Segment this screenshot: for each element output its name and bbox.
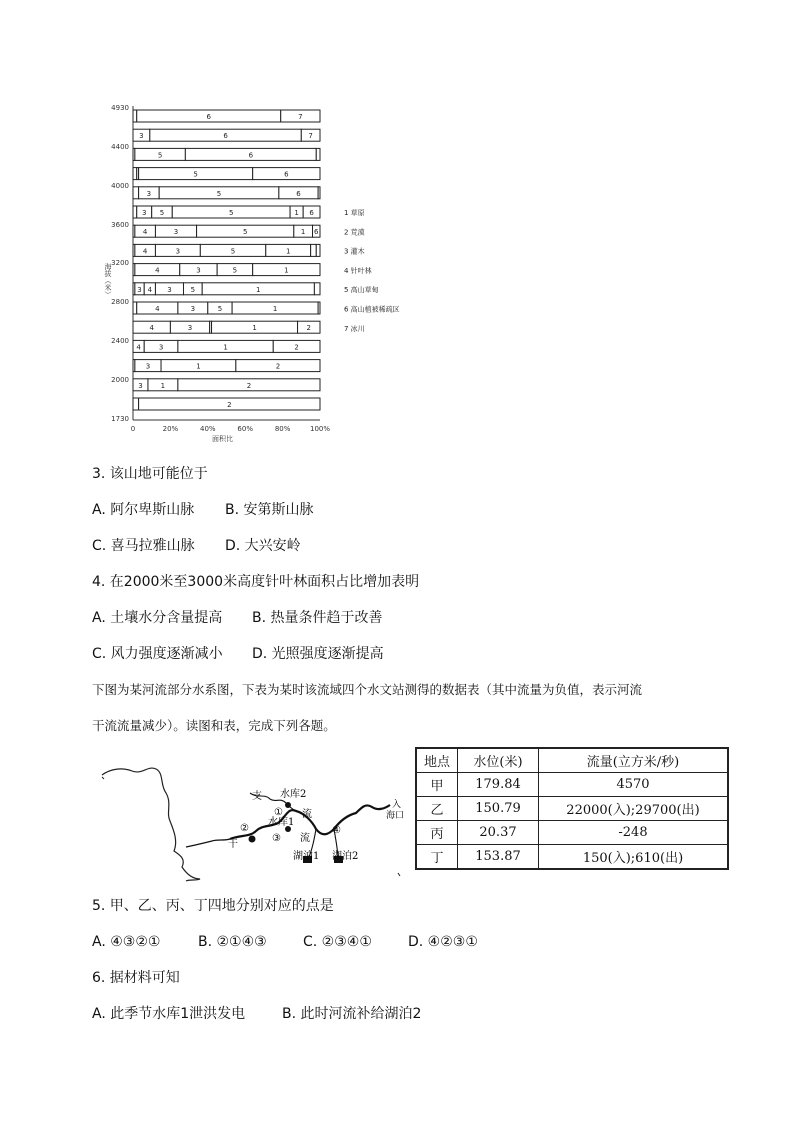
question-3-stem: 3. 该山地可能位于	[92, 466, 208, 482]
x-tick-label: 80%	[274, 425, 291, 433]
label-main: 干	[228, 839, 238, 850]
bar-segment-label: 2	[294, 343, 299, 352]
bar-segment-label: 5	[190, 285, 196, 294]
bar-segment-label: 1	[294, 209, 299, 217]
label-circle-4: ④	[332, 825, 341, 836]
th-flow: 流量(立方米/秒)	[539, 748, 729, 773]
bar-segment-label: 2	[275, 362, 281, 371]
bar-segment-label: 4	[142, 228, 148, 237]
bar-segment-label: 3	[175, 247, 181, 256]
q3-option-a[interactable]: A. 阿尔卑斯山脉	[92, 502, 195, 518]
intro-line-1: 下图为某河流部分水系图，下表为某时该流域四个水文站测得的数据表（其中流量为负值，表示河流	[92, 682, 643, 697]
legend-item: 5 高山草甸	[344, 286, 379, 295]
q5-option-b[interactable]: B. ②①④③	[198, 934, 267, 950]
reservoir-2-dot	[285, 802, 291, 808]
bar-segment-label: 4	[149, 324, 154, 333]
cell: 4570	[539, 773, 729, 797]
bar-segment-label: 4	[147, 285, 153, 294]
bar-segment-label: 6	[284, 170, 289, 179]
label-reservoir-2: 水库2	[280, 789, 307, 800]
bar-segment-label: 3	[167, 285, 172, 294]
th-level: 水位(米)	[458, 748, 539, 773]
legend-item: 2 荒漠	[344, 228, 365, 237]
bar-segment-label: 6	[314, 228, 319, 237]
cell: 甲	[416, 773, 458, 797]
q5-option-a[interactable]: A. ④③②①	[92, 934, 161, 950]
bar-segment-label: 3	[141, 209, 147, 217]
bar-segment-label: 3	[138, 381, 143, 390]
bar-segment-label: 1	[252, 324, 257, 333]
legend-item: 3 灌木	[344, 247, 365, 256]
main-river-upper	[186, 839, 230, 847]
label-stream: 流	[302, 809, 312, 820]
bar-segment-label: 3	[196, 266, 201, 275]
label-sea-mouth: 海口	[386, 811, 405, 821]
q4-option-c[interactable]: C. 风力强度逐渐减小	[92, 646, 223, 662]
q3-option-d[interactable]: D. 大兴安岭	[225, 538, 301, 554]
cell: 153.87	[458, 845, 539, 870]
bar-segment	[318, 187, 320, 199]
cell: 150(入);610(出)	[539, 845, 729, 870]
cell: 179.84	[458, 773, 539, 797]
bar-segment	[311, 244, 317, 256]
bar-segment-label: 5	[216, 189, 222, 198]
bar-segment	[133, 302, 137, 314]
bar-segment-label: 1	[284, 266, 289, 275]
bar-segment-label: 3	[137, 285, 142, 294]
x-tick-label: 20%	[162, 425, 179, 433]
bar-segment	[133, 206, 137, 218]
bar-segment-label: 3	[190, 305, 196, 313]
y-tick-label: 3600	[111, 221, 129, 229]
y-tick-label: 1730	[111, 415, 129, 423]
y-tick-label: 2000	[111, 376, 129, 384]
q3-option-b[interactable]: B. 安第斯山脉	[225, 502, 314, 518]
bar-segment-label: 6	[248, 151, 254, 160]
bar-segment-label: 7	[308, 132, 313, 141]
bar-segment	[133, 110, 137, 122]
cell: 20.37	[458, 821, 539, 845]
cell: -248	[539, 821, 729, 845]
bar-segment-label: 6	[309, 209, 314, 217]
bar-segment-label: 1	[285, 247, 291, 256]
table-row	[416, 797, 728, 821]
bar-segment-label: 5	[157, 151, 163, 160]
table-row	[416, 773, 728, 797]
question-4-stem: 4. 在2000米至3000米高度针叶林面积占比增加表明	[92, 574, 420, 590]
table-row	[416, 821, 728, 845]
x-tick-label: 40%	[200, 425, 216, 433]
bar-segment-label: 5	[228, 209, 234, 217]
x-axis-label: 面积比	[212, 435, 233, 443]
bar-segment	[316, 244, 320, 256]
river-map-svg	[100, 755, 410, 885]
bar-segment-label: 1	[300, 228, 306, 237]
bar-segment-label: 5	[242, 228, 248, 237]
y-axis-label: 海拔（米）	[104, 263, 112, 298]
vegetation-chart	[100, 98, 430, 448]
bar-segment-label: 6	[296, 189, 301, 198]
legend-item: 6 高山植被稀疏区	[344, 305, 400, 314]
q6-option-a[interactable]: A. 此季节水库1泄洪发电	[92, 1006, 246, 1022]
label-reservoir-1: 水库1	[268, 817, 295, 828]
x-tick-label: 0	[130, 425, 136, 433]
bar-segment-label: 3	[139, 132, 144, 141]
cell: 22000(入);29700(出)	[539, 797, 729, 821]
material-intro	[92, 680, 702, 736]
bar-segment	[314, 283, 320, 295]
bar-segment-label: 7	[298, 113, 303, 121]
label-circle-3: ③	[272, 833, 281, 844]
bar-segment	[133, 398, 139, 410]
bar-segment-label: 3	[173, 228, 179, 237]
y-tick-label: 2400	[111, 337, 129, 345]
question-6-stem: 6. 据材料可知	[92, 970, 180, 986]
bar-segment-label: 5	[232, 266, 238, 275]
q4-option-d[interactable]: D. 光照强度逐渐提高	[252, 646, 384, 662]
th-site: 地点	[416, 748, 458, 773]
bar-segment-label: 2	[246, 381, 252, 390]
label-lake-2: 湖泊2	[332, 851, 359, 862]
chart-svg	[100, 98, 430, 448]
bar-segment-label: 5	[193, 170, 198, 179]
hydrology-table	[415, 747, 729, 870]
y-tick-label: 2800	[111, 298, 129, 306]
bar-segment	[133, 187, 139, 199]
bar-segment-label: 6	[223, 132, 228, 141]
bar-segment-label: 1	[160, 381, 166, 390]
q4-option-b[interactable]: B. 热量条件趋于改善	[252, 610, 383, 626]
cell: 丁	[416, 845, 458, 870]
y-tick-label: 4000	[111, 182, 129, 190]
coastline	[102, 768, 200, 881]
y-tick-label: 4930	[111, 104, 129, 112]
intro-line-2: 干流流量减少）。读图和表，完成下列各题。	[92, 718, 336, 733]
y-tick-label: 4400	[111, 143, 129, 151]
bar-segment	[318, 302, 320, 314]
bar-segment-label: 3	[145, 362, 151, 371]
q3-option-c[interactable]: C. 喜马拉雅山脉	[92, 538, 195, 554]
label-sea-in: 入	[392, 800, 402, 810]
legend-item: 1 草原	[344, 209, 365, 217]
bar-segment-label: 3	[146, 189, 152, 198]
bar-segment-label: 1	[256, 285, 261, 294]
river-system-map	[100, 755, 410, 885]
question-5-stem: 5. 甲、乙、丙、丁四地分别对应的点是	[92, 898, 334, 914]
cell: 丙	[416, 821, 458, 845]
bar-segment-label: 4	[136, 343, 141, 352]
q5-option-c[interactable]: C. ②③④①	[303, 934, 372, 950]
bar-segment-label: 6	[206, 113, 211, 121]
q6-option-b[interactable]: B. 此时河流补给湖泊2	[282, 1006, 422, 1022]
bar-segment-label: 3	[187, 324, 193, 333]
bar-segment-label: 5	[159, 209, 165, 217]
label-stream-2: 流	[300, 833, 310, 844]
bar-segment	[316, 148, 320, 160]
table-row	[416, 845, 728, 870]
cell: 150.79	[458, 797, 539, 821]
legend-item: 7 冰川	[344, 324, 365, 333]
label-lake-1: 湖泊1	[293, 851, 320, 862]
label-circle-1: ①	[274, 807, 283, 818]
x-tick-label: 60%	[237, 425, 253, 433]
y-tick-label: 3200	[111, 259, 129, 267]
x-tick-label: 100%	[309, 425, 331, 433]
bar-segment-label: 1	[272, 305, 278, 313]
q5-option-d[interactable]: D. ④②③①	[408, 934, 478, 950]
label-branch: 支	[252, 791, 262, 802]
coast-mark-2	[398, 873, 400, 876]
table-header-row	[416, 748, 728, 773]
label-circle-2: ②	[240, 823, 249, 834]
bar-segment-label: 1	[223, 343, 228, 352]
bar-segment-label: 4	[155, 266, 160, 275]
bar-segment	[133, 168, 137, 180]
bar-segment-label: 5	[230, 247, 236, 256]
bar-segment-label: 2	[227, 401, 232, 409]
legend-item: 4 针叶林	[344, 266, 372, 275]
station-dot-2	[249, 836, 256, 843]
cell: 乙	[416, 797, 458, 821]
bar-segment-label: 4	[142, 247, 148, 256]
bar-segment-label: 3	[158, 343, 164, 352]
bar-segment-label: 5	[217, 305, 223, 313]
coast-mark	[102, 777, 104, 779]
bar-segment-label: 4	[155, 305, 160, 313]
q4-option-a[interactable]: A. 土壤水分含量提高	[92, 610, 223, 626]
bar-segment-label: 2	[306, 324, 312, 333]
bar-segment-label: 1	[196, 362, 201, 371]
